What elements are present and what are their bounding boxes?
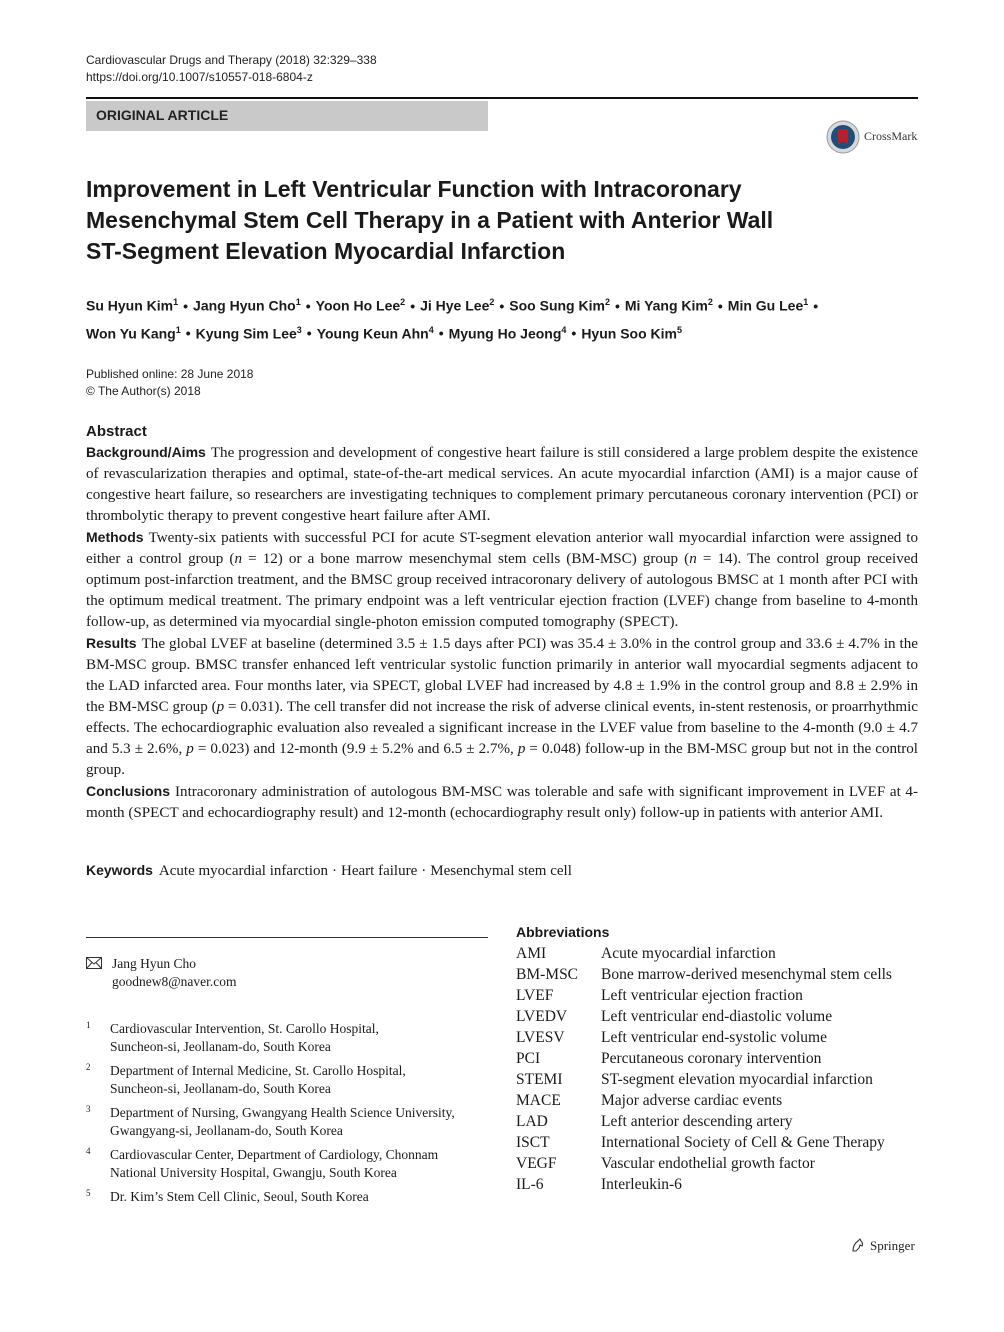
abbreviation-row (516, 1006, 892, 1027)
abbreviations-heading: Abbreviations (516, 924, 610, 940)
abbreviation: PCI (516, 1050, 541, 1067)
abstract-background (86, 442, 918, 527)
abbreviation: LVEDV (516, 1008, 568, 1025)
author-affiliation-ref: 2 (707, 297, 713, 307)
crossmark-button[interactable] (826, 118, 926, 156)
results-text: = 0.023) and 12-month (9.9 ± 5.2% and 6.5 ± 2.7%, (193, 741, 518, 757)
affiliation-number: 5 (86, 1188, 91, 1198)
journal-citation: Cardiovascular Drugs and Therapy (2018) 32:329–338 (86, 53, 377, 67)
background-text: The progression and development of congestive heart failure is still considered a large problem despite the existence of revascularization therapies and optimal, state-of-the-art medical services. An acute myocardial infarction (AMI) is a major cause of congestive heart failure, so researchers are investigating techniques to complement primary percutaneous coronary intervention (PCI) or thrombolytic therapy to prevent congestive heart failure after AMI. (86, 445, 918, 524)
copyright: © The Author(s) 2018 (86, 384, 201, 398)
author-separator: • (305, 297, 311, 314)
affiliation-number: 4 (86, 1146, 91, 1156)
author-affiliation-ref: 1 (175, 324, 181, 335)
abbreviation-definition: Left ventricular ejection fraction (601, 987, 803, 1004)
keywords (86, 860, 572, 882)
abbreviation-row (516, 1132, 892, 1153)
author-name[interactable]: Min Gu Lee (727, 297, 804, 314)
affiliation (86, 1104, 488, 1140)
author-separator: • (183, 297, 189, 314)
correspondence-email[interactable]: goodnew8@naver.com (112, 974, 237, 989)
results-text: The global LVEF at baseline (determined 3.5 ± 1.5 days after PCI) was 35.4 ± 3.0% in the control group and 33.6 ± 4.7% in the BM-MSC group. BMSC transfer enhanced left ventricular systolic function primarily in anterior wall myocardial segments adjacent to the LAD infarcted area. Four months later, via SPECT, global LVEF had increased by 4.8 ± 1.9% in the control group and 8.8 ± 2.9% in the BM-MSC group ( (86, 636, 918, 715)
author-affiliation-ref: 2 (604, 297, 610, 307)
abbreviation-row (516, 1027, 892, 1048)
crossmark-label: CrossMark (864, 129, 918, 143)
author-affiliation-ref: 5 (676, 324, 682, 335)
correspondence-name: Jang Hyun Cho (112, 956, 196, 971)
author-affiliation-ref: 4 (428, 324, 434, 335)
abbreviation-definition: International Society of Cell & Gene Therapy (601, 1134, 885, 1151)
author-separator: • (499, 297, 505, 314)
author-name[interactable]: Soo Sung Kim (509, 297, 605, 314)
abbreviation-definition: Left ventricular end-diastolic volume (601, 1008, 833, 1025)
affiliation-line: Suncheon-si, Jeollanam-do, South Korea (110, 1039, 331, 1054)
n-symbol: n (234, 551, 242, 567)
author-separator: • (614, 297, 620, 314)
keywords-label: Keywords (86, 862, 153, 878)
methods-text: = 12) or a bone marrow mesenchymal stem cells (BM-MSC) group ( (242, 551, 690, 567)
title-line: Mesenchymal Stem Cell Therapy in a Patient with Anterior Wall (86, 207, 774, 233)
section-badge-label: ORIGINAL ARTICLE (96, 107, 229, 123)
crossmark-icon (826, 120, 860, 154)
affiliation-line: National University Hospital, Gwangju, South Korea (110, 1165, 397, 1180)
publication-info (86, 366, 253, 400)
affiliation-line: Department of Internal Medicine, St. Carollo Hospital, (110, 1063, 406, 1078)
abbreviation-row (516, 1111, 892, 1132)
journal-header (86, 52, 377, 86)
author-name[interactable]: Jang Hyun Cho (193, 297, 296, 314)
section-badge (86, 101, 488, 131)
abbreviation: AMI (516, 945, 547, 962)
abbreviation-definition: Bone marrow-derived mesenchymal stem cells (601, 966, 892, 983)
abbreviation: LAD (516, 1113, 548, 1130)
author-affiliation-ref: 2 (489, 297, 495, 307)
abbreviations (516, 922, 918, 1195)
results-label: Results (86, 635, 137, 651)
keyword[interactable]: Mesenchymal stem cell (430, 863, 572, 879)
abstract (86, 421, 918, 824)
title-line: ST-Segment Elevation Myocardial Infarction (86, 238, 566, 264)
header-rule (86, 97, 918, 99)
affiliation-line: Cardiovascular Center, Department of Cardiology, Chonnam (110, 1147, 439, 1162)
abbreviation-definition: Left ventricular end-systolic volume (601, 1029, 827, 1046)
affiliation-line: Department of Nursing, Gwangyang Health Science University, (110, 1105, 455, 1120)
affiliation (86, 1062, 488, 1098)
abbreviation-row (516, 985, 892, 1006)
author-name[interactable]: Won Yu Kang (86, 325, 176, 342)
article-title (86, 174, 846, 267)
author-line-2 (86, 318, 926, 346)
author-name[interactable]: Yoon Ho Lee (315, 297, 401, 314)
abbreviation: ISCT (516, 1134, 550, 1151)
abbreviation: IL-6 (516, 1176, 544, 1193)
conclusions-text: Intracoronary administration of autologous BM-MSC was tolerable and safe with significant improvement in LVEF at 4-month (SPECT and echocardiography result) and 12-month (echocardiography result only) follow-up in patients with anterior AMI. (86, 784, 918, 821)
doi-link[interactable]: https://doi.org/10.1007/s10557-018-6804-z (86, 70, 313, 84)
affiliation-text (110, 1146, 490, 1182)
author-affiliation-ref: 1 (295, 297, 301, 307)
abbreviation-definition: Interleukin-6 (601, 1176, 682, 1193)
publisher-logo (850, 1237, 915, 1254)
abbreviation-row (516, 1048, 892, 1069)
results-text: = 0.031). The cell transfer did not increase the risk of adverse clinical events, in-stent restenosis, or proarrhythmic effects. The echocardiographic evaluation also revealed a significant increase in the LVEF value from baseline to the 4-month (9.0 ± 4.7 and 5.3 ± 2.6%, (86, 699, 918, 757)
affiliation-text (110, 1188, 490, 1206)
author-separator: • (571, 325, 577, 342)
author-separator: • (717, 297, 723, 314)
publisher-name: Springer (870, 1238, 915, 1253)
springer-horse-icon (850, 1237, 866, 1253)
p-symbol: p (186, 741, 194, 757)
author-name[interactable]: Myung Ho Jeong (448, 325, 562, 342)
author-name[interactable]: Young Keun Ahn (316, 325, 429, 342)
abbreviation-definition: Left anterior descending artery (601, 1113, 793, 1130)
title-line: Improvement in Left Ventricular Function with Intracoronary (86, 176, 742, 202)
keyword-separator: · (421, 863, 427, 879)
abbreviation-row (516, 964, 892, 985)
abbreviation-definition: Vascular endothelial growth factor (601, 1155, 815, 1172)
affiliation-line: Cardiovascular Intervention, St. Carollo Hospital, (110, 1021, 379, 1036)
abbreviation-definition: Percutaneous coronary intervention (601, 1050, 822, 1067)
p-symbol: p (216, 699, 225, 715)
p-symbol: p (517, 741, 526, 757)
author-separator: • (185, 325, 191, 342)
abbreviation-row (516, 1153, 892, 1174)
affiliation-number: 1 (86, 1020, 91, 1030)
abbreviation: LVESV (516, 1029, 565, 1046)
affiliation (86, 1146, 488, 1182)
author-name[interactable]: Kyung Sim Lee (195, 325, 297, 342)
abbreviation-row (516, 943, 892, 964)
abbreviation-row (516, 1174, 892, 1195)
abbreviation: BM-MSC (516, 966, 579, 983)
author-affiliation-ref: 1 (173, 297, 179, 307)
author-separator: • (306, 325, 312, 342)
methods-text: = 14). The control group received optimum post-infarction treatment, and the BMSC group received intracoronary delivery of autologous BMSC at 1 month after PCI with the optimum medical treatment. The primary endpoint was a left ventricular ejection fraction (LVEF) change from baseline to 4-month follow-up, as determined via myocardial single-photon emission computed tomography (SPECT). (86, 551, 918, 630)
keyword[interactable]: Acute myocardial infarction (158, 863, 329, 879)
author-affiliation-ref: 4 (561, 324, 567, 335)
author-affiliation-ref: 3 (296, 324, 302, 335)
abbreviation: VEGF (516, 1155, 557, 1172)
affiliation-text (110, 1020, 490, 1056)
abbreviation-definition: Major adverse cardiac events (601, 1092, 783, 1109)
author-name[interactable]: Mi Yang Kim (624, 297, 708, 314)
background-label: Background/Aims (86, 444, 206, 460)
correspondence-text (112, 955, 237, 991)
results-text: = 0.048) follow-up in the BM-MSC group but not in the control group. (86, 741, 918, 778)
abstract-methods (86, 527, 918, 633)
abbreviation-row (516, 1090, 892, 1111)
published-date: Published online: 28 June 2018 (86, 367, 254, 381)
affiliation (86, 1188, 488, 1208)
methods-text: Twenty-six patients with successful PCI for acute ST-segment elevation anterior wall myocardial infarction were assigned to either a control group ( (86, 530, 918, 567)
affiliation (86, 1020, 488, 1056)
author-separator: • (813, 297, 819, 314)
abbreviation: MACE (516, 1092, 561, 1109)
affiliation-number: 2 (86, 1062, 91, 1072)
abbreviations-table (516, 943, 892, 1195)
keyword[interactable]: Heart failure (341, 863, 418, 879)
affiliation-line: Suncheon-si, Jeollanam-do, South Korea (110, 1081, 331, 1096)
abbreviation-definition: ST-segment elevation myocardial infarction (601, 1071, 873, 1088)
author-name[interactable]: Su Hyun Kim (86, 297, 174, 314)
keyword-separator: · (332, 863, 338, 879)
envelope-icon (86, 957, 102, 969)
abbreviation: STEMI (516, 1071, 563, 1088)
author-name[interactable]: Ji Hye Lee (420, 297, 490, 314)
abstract-conclusions (86, 781, 918, 824)
abbreviation: LVEF (516, 987, 554, 1004)
author-line-1 (86, 290, 926, 318)
author-separator: • (438, 325, 444, 342)
methods-label: Methods (86, 529, 144, 545)
abbreviation-definition: Acute myocardial infarction (601, 945, 776, 962)
abstract-heading: Abstract (86, 423, 147, 440)
author-separator: • (410, 297, 416, 314)
author-name[interactable]: Hyun Soo Kim (581, 325, 677, 342)
affiliation-text (110, 1104, 490, 1140)
author-list (86, 290, 926, 345)
affiliation-text (110, 1062, 490, 1098)
author-affiliation-ref: 2 (400, 297, 406, 307)
conclusions-label: Conclusions (86, 783, 171, 799)
affiliation-line: Gwangyang-si, Jeollanam-do, South Korea (110, 1123, 343, 1138)
abstract-results (86, 633, 918, 781)
abbreviation-row (516, 1069, 892, 1090)
footnote-rule (86, 937, 488, 938)
affiliation-number: 3 (86, 1104, 91, 1114)
author-affiliation-ref: 1 (803, 297, 809, 307)
n-symbol: n (689, 551, 697, 567)
affiliation-line: Dr. Kim’s Stem Cell Clinic, Seoul, South Korea (110, 1189, 369, 1204)
correspondence (86, 955, 488, 995)
